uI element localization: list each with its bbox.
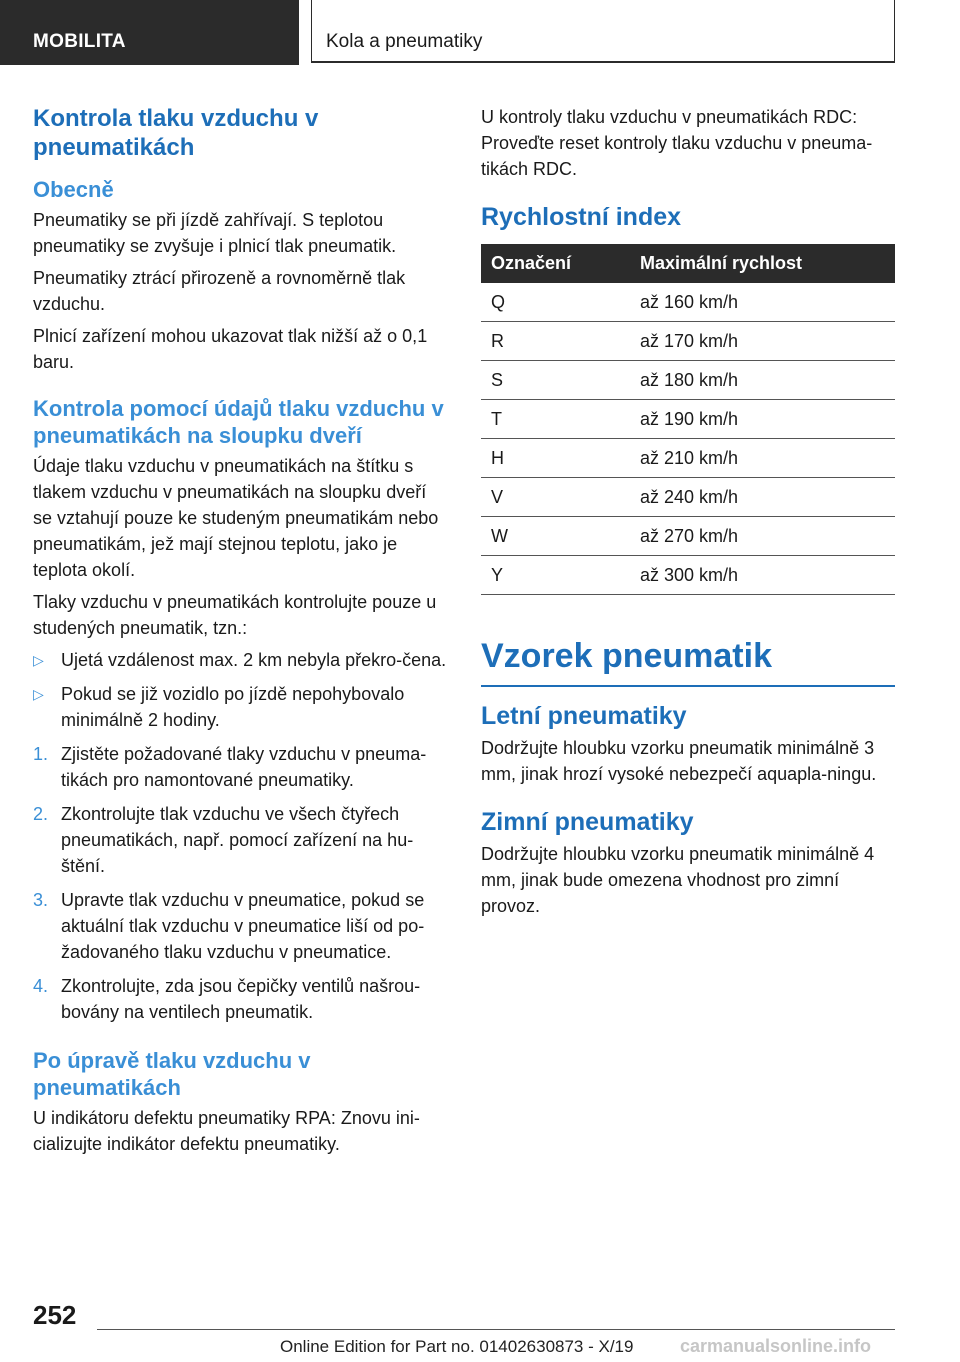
triangle-bullet-icon: ▷ (33, 686, 44, 702)
left-column (33, 104, 448, 1163)
table-row: Q až 160 km/h (481, 283, 895, 322)
step-number: 2. (33, 804, 49, 824)
table-row: H až 210 km/h (481, 439, 895, 478)
summer-heading: Letní pneumatiky (481, 702, 687, 730)
table-row: W až 270 km/h (481, 517, 895, 556)
step-number: 1. (33, 744, 49, 764)
chapter-tab (311, 0, 895, 63)
after-p1: U indikátoru defektu pneumatiky RPA: Znovu ini-cializujte indikátor defektu pneumatiky. (33, 1108, 420, 1154)
step-number: 4. (33, 976, 49, 996)
table-header-row (481, 244, 895, 283)
page-title: Kontrola tlaku vzduchu v pneumatikách (33, 105, 319, 161)
rdc-paragraph: U kontroly tlaku vzduchu v pneumatikách RDC: Proveďte reset kontroly tlaku vzduchu v pneuma-tikách RDC. (481, 107, 873, 179)
chapter-label: Kola a pneumatiky (326, 31, 483, 52)
page-number: 252 (33, 1300, 77, 1330)
general-p2: Pneumatiky ztrácí přirozeně a rovnoměrně tlak vzduchu. (33, 268, 406, 314)
list-item: 1. Zjistěte požadované tlaky vzduchu v pneuma-tikách pro namontované pneumatiky. (33, 741, 448, 793)
condition-list (33, 647, 448, 733)
table-row: R až 170 km/h (481, 322, 895, 361)
triangle-bullet-icon: ▷ (33, 652, 44, 668)
column-header-code: Označení (481, 244, 630, 283)
after-heading: Po úpravě tlaku vzduchu v pneumatikách (33, 1048, 311, 1100)
door-p1: Údaje tlaku vzduchu v pneumatikách na štítku s tlakem vzduchu v pneumatikách na sloupku dveří se vztahují pouze ke studeným pneumatikám nebo pneumatikám, jež mají stejnou teplotu, jako je teplota okolí. (33, 456, 439, 580)
edition-text: Online Edition for Part no. 01402630873 - X/19 (280, 1337, 634, 1356)
table-row: T až 190 km/h (481, 400, 895, 439)
footer-divider (97, 1329, 895, 1330)
table-row: Y až 300 km/h (481, 556, 895, 595)
list-item: 2. Zkontrolujte tlak vzduchu ve všech čtyřech pneumatikách, např. pomocí zařízení na hu-štění. (33, 801, 448, 879)
watermark: carmanualsonline.info (680, 1336, 872, 1356)
list-item: 3. Upravte tlak vzduchu v pneumatice, pokud se aktuální tlak vzduchu v pneumatice liší od po-žadovaného tlaku vzduchu v pneumatice. (33, 887, 448, 965)
general-heading: Obecně (33, 177, 114, 202)
section-label: MOBILITA (33, 31, 126, 52)
section-tab (0, 0, 299, 65)
list-item: 4. Zkontrolujte, zda jsou čepičky ventilů našrou-bovány na ventilech pneumatik. (33, 973, 448, 1025)
list-item: ▷ Ujetá vzdálenost max. 2 km nebyla překro-čena. (33, 647, 448, 673)
speed-index-heading: Rychlostní index (481, 203, 682, 231)
speed-index-table (481, 244, 895, 595)
title-divider (481, 685, 895, 687)
door-p2: Tlaky vzduchu v pneumatikách kontrolujte pouze u studených pneumatik, tzn.: (33, 592, 437, 638)
tread-title: Vzorek pneumatik (481, 637, 772, 675)
table-row: S až 180 km/h (481, 361, 895, 400)
summer-paragraph: Dodržujte hloubku vzorku pneumatik minimálně 3 mm, jinak hrozí vysoké nebezpečí aquapla-ningu. (481, 738, 877, 784)
table-row: V až 240 km/h (481, 478, 895, 517)
column-header-speed: Maximální rychlost (630, 244, 895, 283)
list-item: ▷ Pokud se již vozidlo po jízdě nepohybovalo minimálně 2 hodiny. (33, 681, 448, 733)
right-column (481, 104, 895, 925)
door-heading: Kontrola pomocí údajů tlaku vzduchu v pneumatikách na sloupku dveří (33, 396, 444, 448)
winter-paragraph: Dodržujte hloubku vzorku pneumatik minimálně 4 mm, jinak bude omezena vhodnost pro zimní provoz. (481, 844, 875, 916)
general-p1: Pneumatiky se při jízdě zahřívají. S teplotou pneumatiky se zvyšuje i plnicí tlak pneumatik. (33, 210, 397, 256)
general-p3: Plnicí zařízení mohou ukazovat tlak nižší až o 0,1 baru. (33, 326, 428, 372)
steps-list (33, 741, 448, 1025)
step-number: 3. (33, 890, 49, 910)
winter-heading: Zimní pneumatiky (481, 808, 694, 836)
